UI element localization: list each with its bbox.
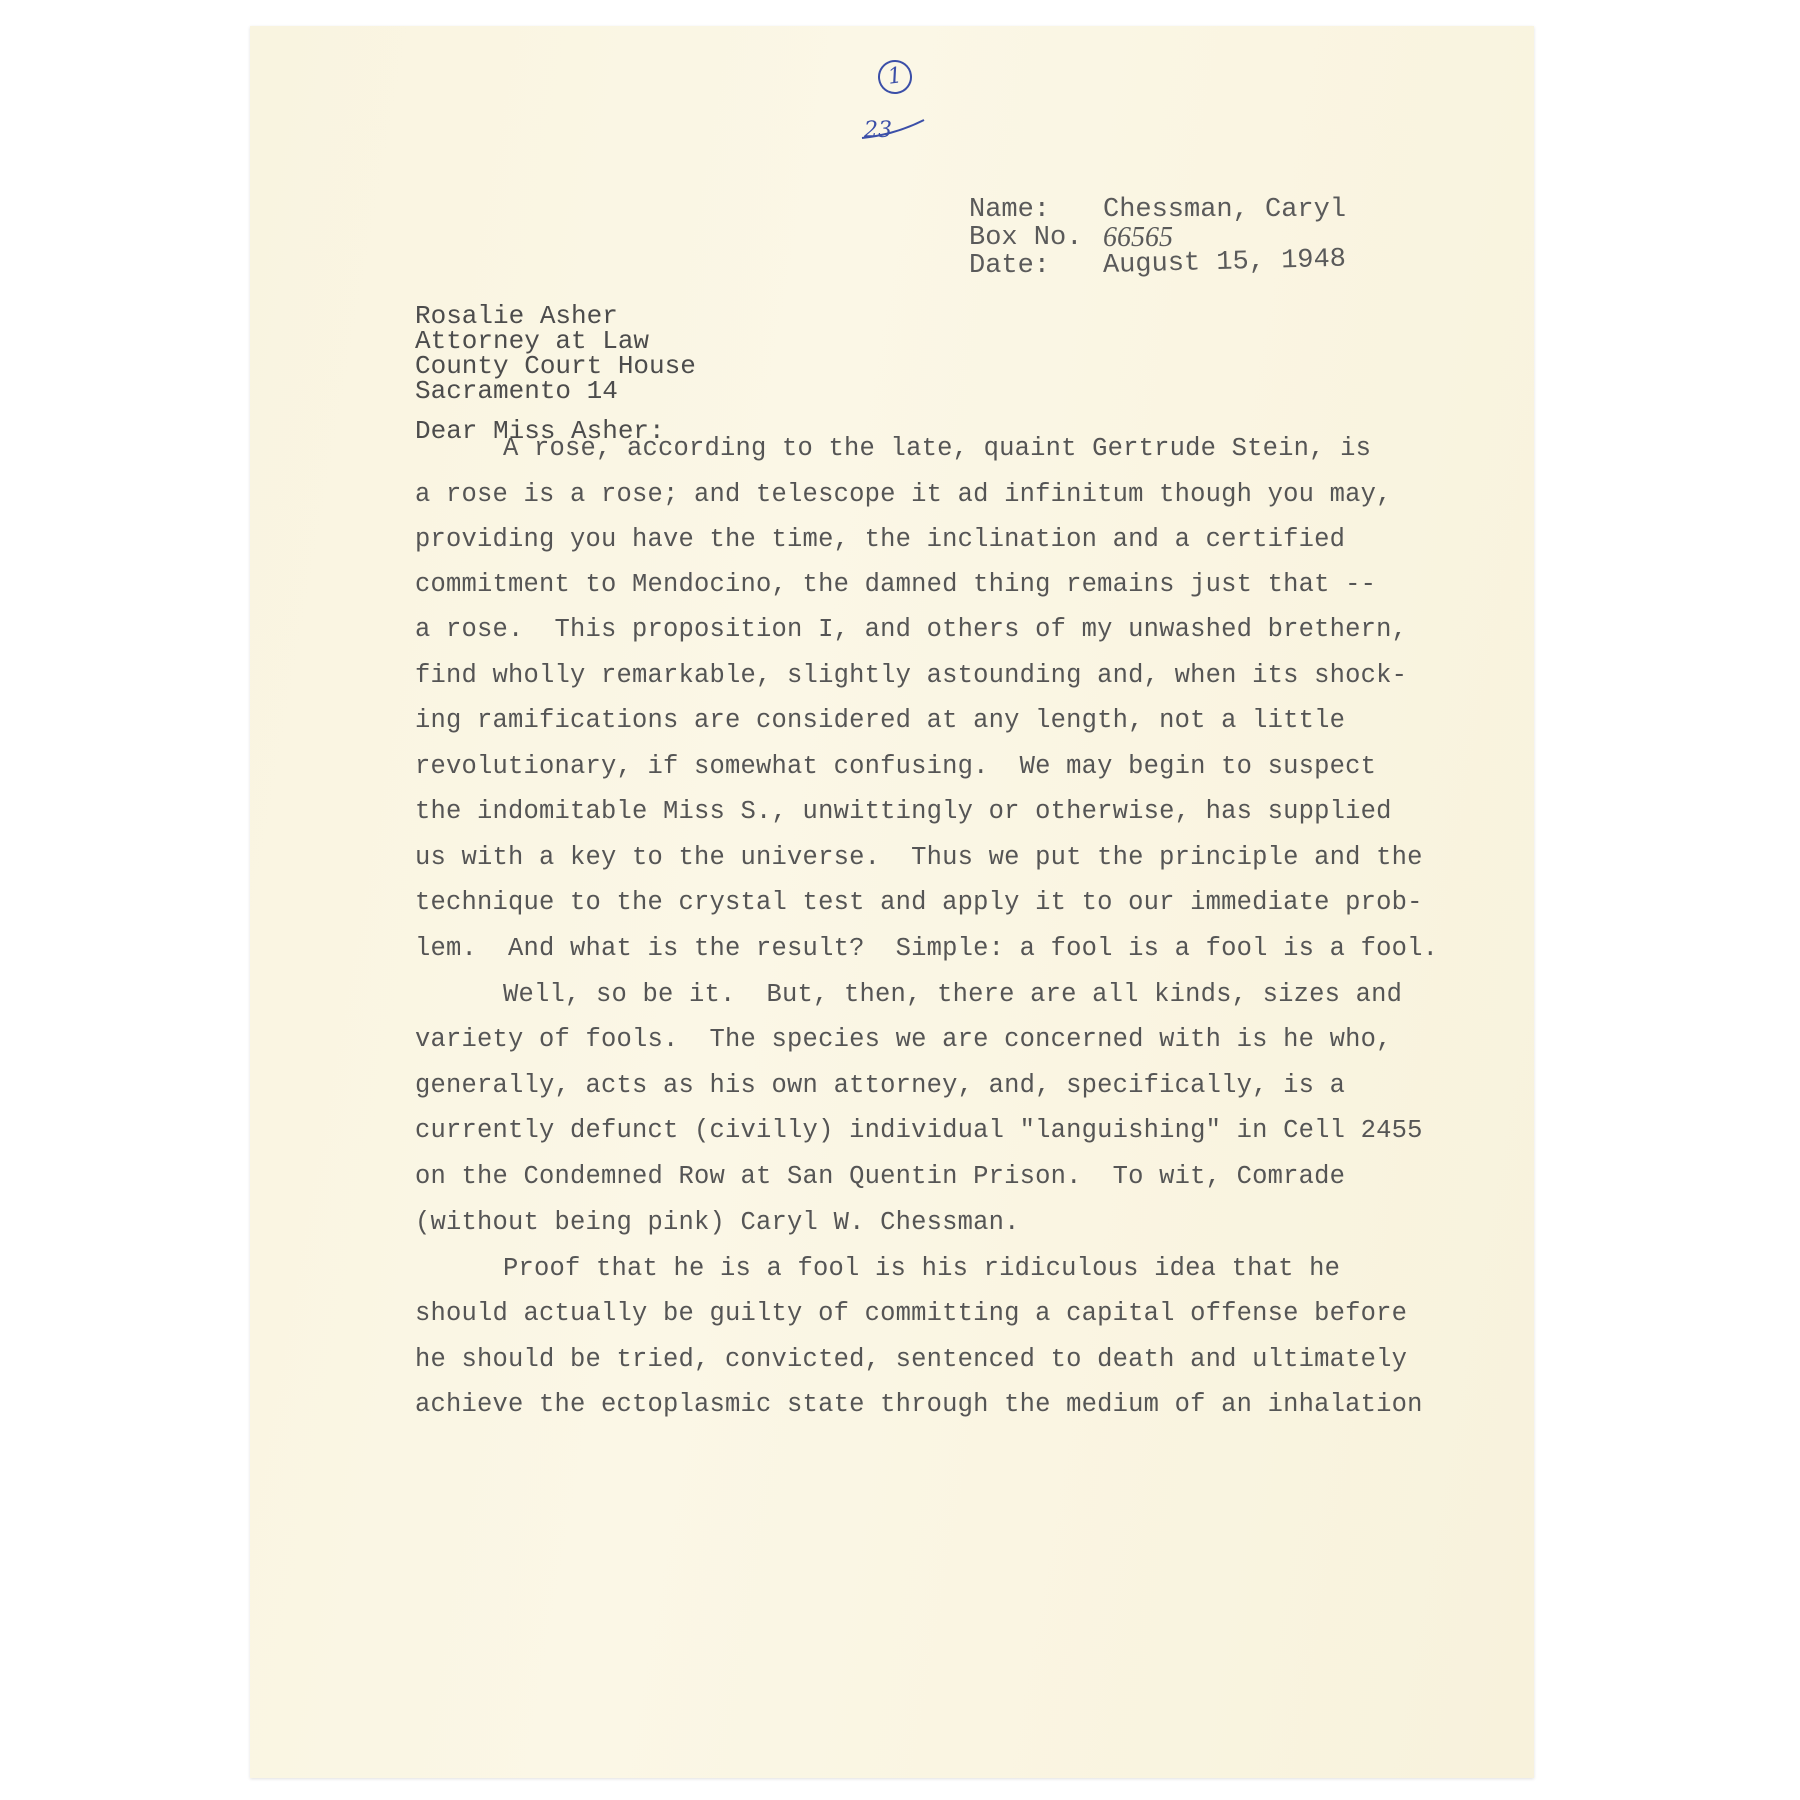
body-line: generally, acts as his own attorney, and, specifically, is a	[415, 1071, 1346, 1100]
body-line: technique to the crystal test and apply it to our immediate prob-	[415, 888, 1423, 917]
body-line: find wholly remarkable, slightly astounding and, when its shock-	[415, 661, 1408, 690]
body-line: (without being pink) Caryl W. Chessman.	[415, 1208, 1020, 1237]
body-line: should actually be guilty of committing a capital offense before	[415, 1299, 1408, 1328]
body-line: the indomitable Miss S., unwittingly or otherwise, has supplied	[415, 797, 1392, 826]
body-line: achieve the ectoplasmic state through the medium of an inhalation	[415, 1390, 1423, 1419]
body-line: a rose is a rose; and telescope it ad infinitum though you may,	[415, 480, 1392, 509]
struck-page-number: 23	[864, 118, 892, 143]
date-value: August 15, 1948	[1102, 244, 1347, 281]
body-line: Proof that he is a fool is his ridiculous idea that he	[503, 1254, 1341, 1283]
body-line: Well, so be it. But, then, there are all kinds, sizes and	[503, 980, 1403, 1009]
body-line: a rose. This proposition I, and others of my unwashed brethern,	[415, 615, 1408, 644]
address-line: Sacramento 14	[415, 376, 618, 406]
body-line: us with a key to the universe. Thus we put the principle and the	[415, 843, 1423, 872]
box-number-label: Box No.	[969, 223, 1083, 253]
date-row	[969, 244, 1347, 281]
strike-through-mark	[860, 116, 926, 146]
body-line: variety of fools. The species we are concerned with is he who,	[415, 1025, 1392, 1054]
body-line: on the Condemned Row at San Quentin Prison. To wit, Comrade	[415, 1162, 1346, 1191]
circled-page-number: 1	[876, 58, 914, 96]
recipient-address	[415, 301, 696, 406]
address-line: Rosalie Asher	[415, 301, 618, 331]
salutation: Dear Miss Asher:	[415, 416, 665, 446]
address-line: County Court House	[415, 351, 696, 381]
body-line: ing ramifications are considered at any length, not a little	[415, 706, 1346, 735]
box-number-value: 66565	[1103, 222, 1173, 253]
body-line: lem. And what is the result? Simple: a fool is a fool is a fool.	[415, 934, 1439, 963]
inmate-header	[969, 196, 1346, 280]
body-line: currently defunct (civilly) individual "languishing" in Cell 2455	[415, 1116, 1423, 1145]
address-line: Attorney at Law	[415, 326, 650, 356]
name-row	[969, 196, 1346, 224]
body-line: he should be tried, convicted, sentenced to death and ultimately	[415, 1345, 1408, 1374]
handwritten-page-number	[864, 60, 1138, 170]
typed-letter-page	[250, 26, 1534, 1778]
body-line: revolutionary, if somewhat confusing. We may begin to suspect	[415, 752, 1377, 781]
date-label: Date:	[969, 251, 1051, 281]
name-label: Name:	[969, 195, 1051, 225]
body-line: A rose, according to the late, quaint Gertrude Stein, is	[503, 434, 1372, 463]
name-value: Chessman, Caryl	[1103, 195, 1347, 225]
body-line: providing you have the time, the inclination and a certified	[415, 525, 1346, 554]
body-line: commitment to Mendocino, the damned thing remains just that --	[415, 570, 1377, 599]
